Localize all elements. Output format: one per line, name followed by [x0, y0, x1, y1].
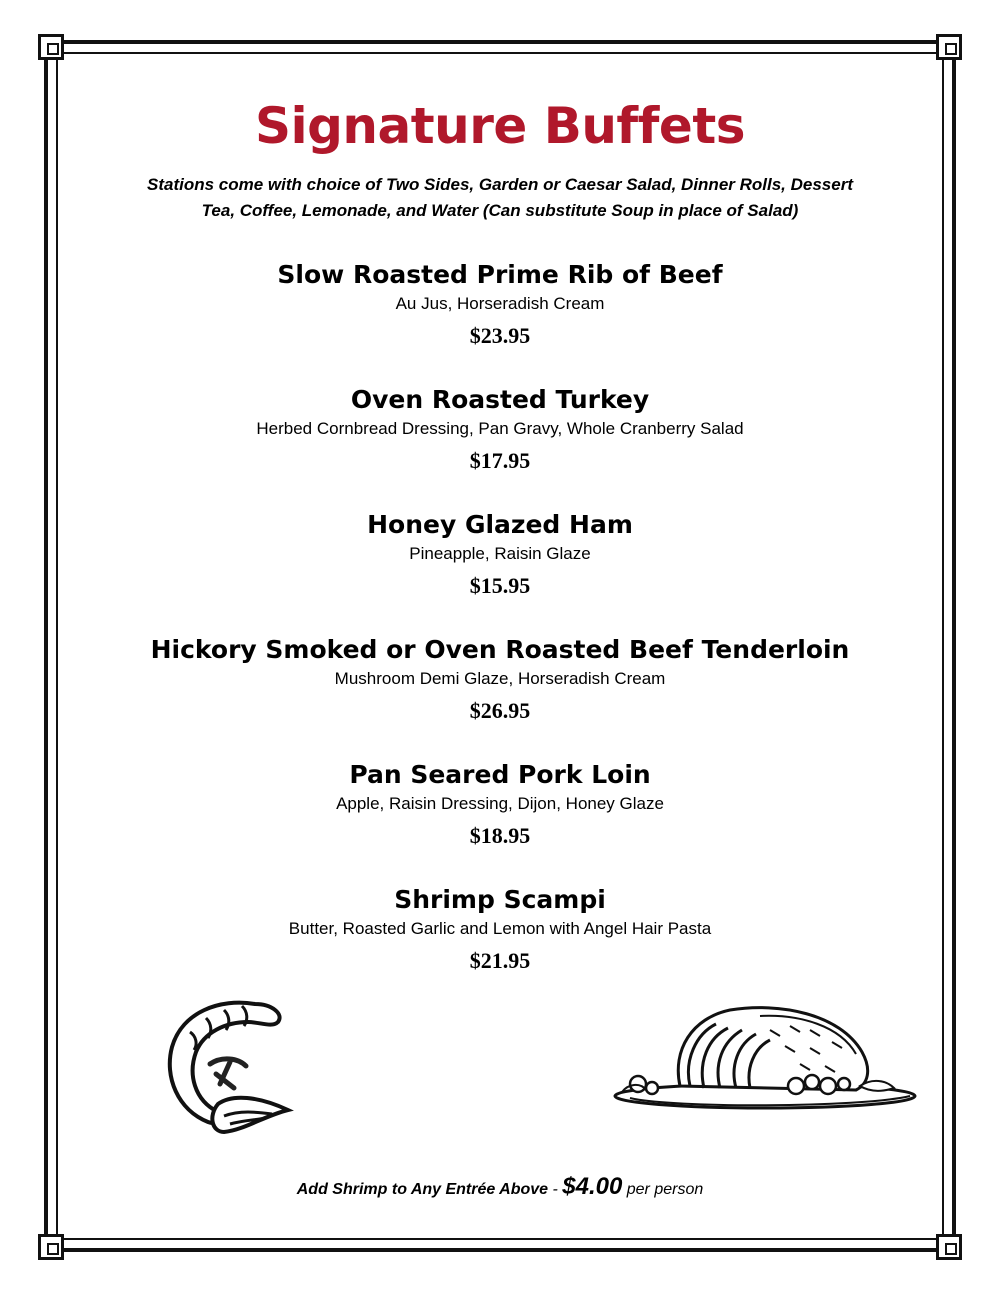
menu-item-description: Au Jus, Horseradish Cream — [395, 294, 605, 313]
frame-corner-bottom-right — [936, 1234, 962, 1260]
menu-item-price: $26.95 — [469, 698, 531, 723]
menu-item-price: $23.95 — [469, 323, 531, 348]
footer-price: $4.00 — [562, 1173, 623, 1200]
frame-corner-bottom-left — [38, 1234, 64, 1260]
menu-item — [70, 883, 930, 1008]
subtitle-line-2: Tea, Coffee, Lemonade, and Water (Can substitute Soup in place of Salad) — [201, 201, 799, 220]
footer-note — [70, 1172, 930, 1205]
menu-item — [70, 758, 930, 883]
menu-item — [70, 258, 930, 383]
menu-item-price: $21.95 — [469, 948, 531, 973]
menu-item-description: Mushroom Demi Glaze, Horseradish Cream — [334, 669, 666, 688]
menu-item-name: Slow Roasted Prime Rib of Beef — [277, 260, 723, 289]
menu-item-name: Oven Roasted Turkey — [350, 385, 650, 414]
menu-item-price: $18.95 — [469, 823, 531, 848]
menu-item-name: Shrimp Scampi — [394, 885, 606, 914]
roast-ham-icon — [610, 1000, 920, 1120]
menu-item-price: $17.95 — [469, 448, 531, 473]
menu-item-description: Pineapple, Raisin Glaze — [409, 544, 591, 563]
menu-item-description: Herbed Cornbread Dressing, Pan Gravy, Whole Cranberry Salad — [256, 419, 744, 438]
menu-item — [70, 508, 930, 633]
menu-item-name: Honey Glazed Ham — [367, 510, 633, 539]
shrimp-icon — [160, 992, 300, 1142]
menu-item — [70, 383, 930, 508]
menu-item-description: Apple, Raisin Dressing, Dijon, Honey Glaze — [336, 794, 664, 813]
menu-item-name: Hickory Smoked or Oven Roasted Beef Tenderloin — [150, 635, 850, 664]
page-title: Signature Buffets — [254, 97, 746, 155]
subtitle-line-1: Stations come with choice of Two Sides, Garden or Caesar Salad, Dinner Rolls, Dessert — [146, 175, 853, 194]
menu-item — [70, 633, 930, 758]
footer-lead: Add Shrimp to Any Entrée Above — [296, 1181, 549, 1198]
menu-content — [70, 90, 930, 1008]
menu-item-name: Pan Seared Pork Loin — [349, 760, 651, 789]
menu-item-price: $15.95 — [469, 573, 531, 598]
menu-item-description: Butter, Roasted Garlic and Lemon with Angel Hair Pasta — [288, 919, 712, 938]
footer-tail: per person — [622, 1181, 704, 1198]
menu-items — [70, 258, 930, 1008]
footer-dash: - — [548, 1181, 563, 1198]
frame-corner-top-right — [936, 34, 962, 60]
frame-corner-top-left — [38, 34, 64, 60]
